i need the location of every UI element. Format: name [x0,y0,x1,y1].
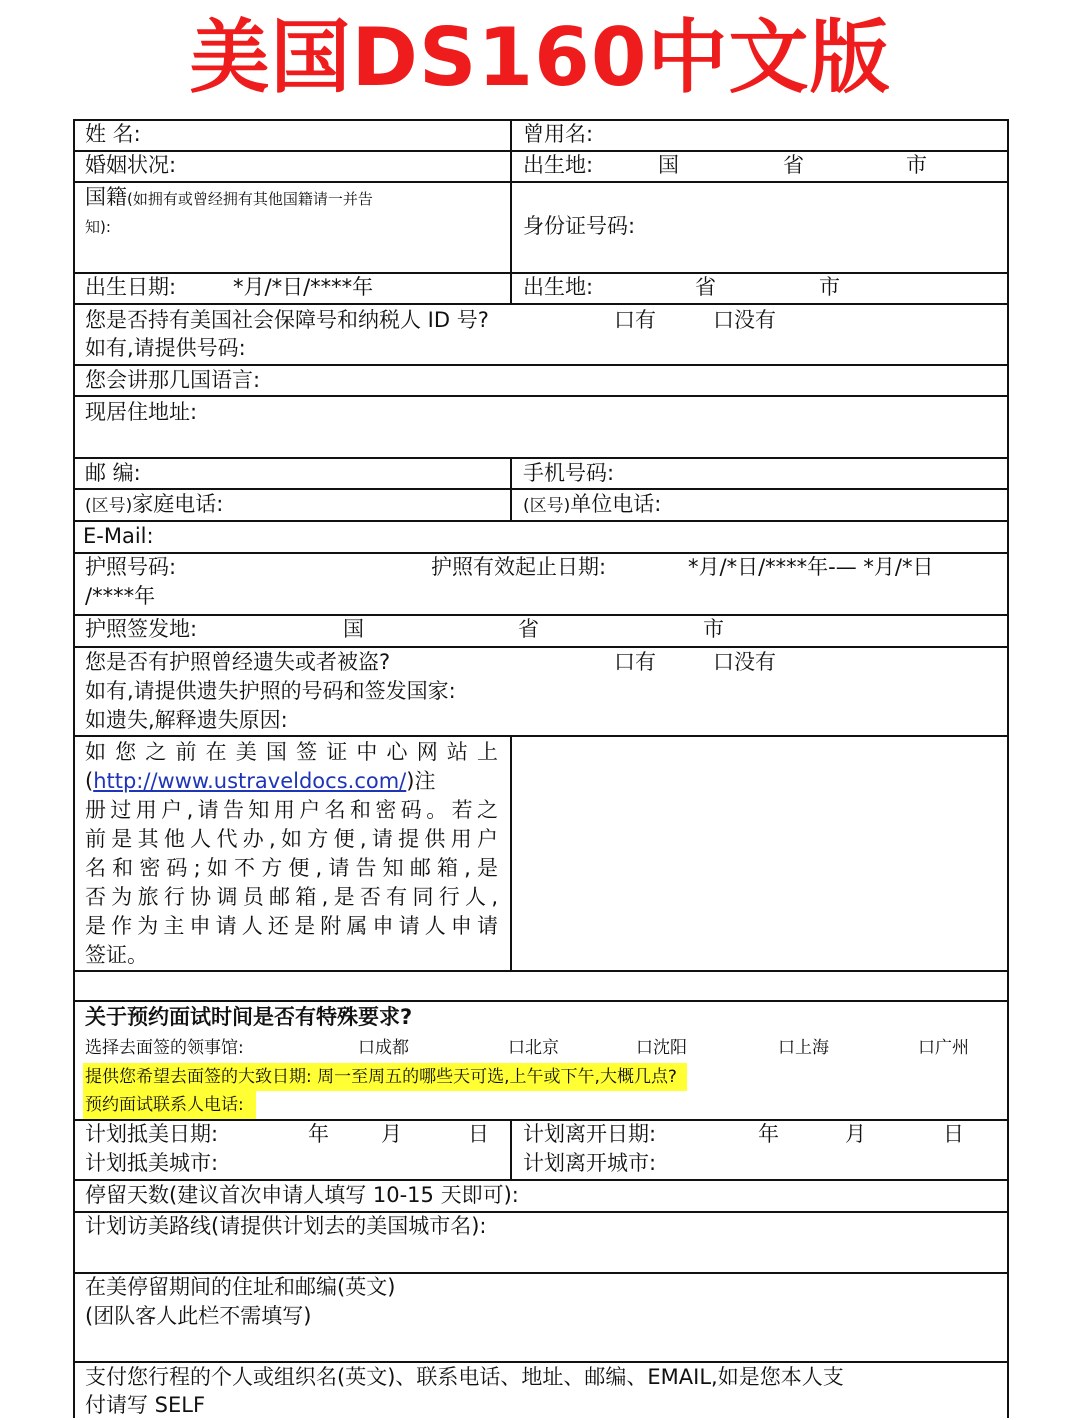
passport-valid-format2: /****年 [85,584,156,608]
address-label: 现居住地址: [85,400,198,424]
province2-label: 省 [695,275,716,299]
ds160-form [73,119,1009,1418]
payer-label-2: 付请写 SELF [85,1393,206,1417]
passport-valid-label: 护照有效起止日期: [431,555,607,579]
id-number-label: 身份证号码: [523,214,636,238]
depart-month: 月 [845,1122,866,1146]
website-paragraph: 如您之前在美国签证中心网站上 (http://www.ustraveldocs.com/)注 册过用户,请告知用户名和密码。若之 前是其他人代办,如方便,请提供用户 名和密码;如不方便,请告知邮箱,是 否为旅行协调员邮箱,是否有同行人, 是作为主申请人还是附属申请人申请 签证。 [85,740,498,967]
nationality-note: 知): [85,218,111,236]
contact-phone: 预约面试联系人电话: [83,1091,256,1119]
issue-country-label: 国 [343,617,364,641]
city-label: 市 [906,153,927,177]
issue-city-label: 市 [703,617,724,641]
consulate-shanghai-checkbox[interactable]: 口上海 [778,1038,829,1058]
stay-days-label: 停留天数(建议首次申请人填写 10-15 天即可): [85,1183,519,1207]
depart-day: 日 [943,1122,964,1146]
city2-label: 市 [819,275,840,299]
arrive-day: 日 [468,1122,489,1146]
consulate-shenyang-checkbox[interactable]: 口沈阳 [636,1038,687,1058]
passport-valid-format: *月/*日/****年-— *月/*日 [688,555,934,579]
lost-no-checkbox[interactable]: 口没有 [713,650,776,674]
consulate-chengdu-checkbox[interactable]: 口成都 [358,1038,409,1058]
arrive-date-label: 计划抵美日期: [85,1122,219,1146]
surname-label: 姓 名: [85,122,141,146]
nationality-label: 国籍(如拥有或曾经拥有其他国籍请一并告 [85,185,373,209]
group-note: (团队客人此栏不需填写) [85,1304,312,1328]
page-title: 美国DS160中文版 [189,11,891,104]
depart-date-label: 计划离开日期: [523,1122,657,1146]
depart-city-label: 计划离开城市: [523,1151,657,1175]
ssn-no-checkbox[interactable]: 口没有 [713,308,776,332]
interview-title: 关于预约面试时间是否有特殊要求? [85,1005,413,1029]
lost-yes-checkbox[interactable]: 口有 [614,650,656,674]
lost-provide: 如有,请提供遗失护照的号码和签发国家: [85,679,456,703]
dob-format: *月/*日/****年 [233,275,374,299]
arrive-month: 月 [381,1122,402,1146]
issue-province-label: 省 [518,617,539,641]
ssn-question: 您是否持有美国社会保障号和纳税人 ID 号? [85,308,489,332]
passport-no-label: 护照号码: [85,555,177,579]
arrive-year: 年 [308,1122,329,1146]
payer-label: 支付您行程的个人或组织名(英文)、联系电话、地址、邮编、EMAIL,如是您本人支 [85,1365,844,1389]
postcode-label: 邮 编: [85,461,141,485]
former-name-label: 曾用名: [523,122,594,146]
home-phone-label: (区号)家庭电话: [85,492,224,516]
ssn-provide: 如有,请提供号码: [85,336,246,360]
lost-reason: 如遗失,解释遗失原因: [85,708,288,732]
province-label: 省 [783,153,804,177]
consulate-guangzhou-checkbox[interactable]: 口广州 [918,1038,969,1058]
work-phone-label: (区号)单位电话: [523,492,662,516]
marital-label: 婚姻状况: [85,153,177,177]
consulate-beijing-checkbox[interactable]: 口北京 [508,1038,559,1058]
dob-label: 出生日期: [85,275,177,299]
us-address-label: 在美停留期间的住址和邮编(英文) [85,1275,396,1299]
birthplace2-label: 出生地: [523,275,594,299]
ustraveldocs-link[interactable]: http://www.ustraveldocs.com/ [93,769,407,793]
mobile-label: 手机号码: [523,461,615,485]
country-label: 国 [658,153,679,177]
depart-year: 年 [758,1122,779,1146]
date-preference: 提供您希望去面签的大致日期: 周一至周五的哪些天可选,上午或下午,大概几点? [83,1063,687,1091]
passport-issue-label: 护照签发地: [85,617,198,641]
languages-label: 您会讲那几国语言: [85,368,261,392]
consulate-label: 选择去面签的领事馆: [85,1038,244,1058]
birthplace-label: 出生地: [523,153,594,177]
ssn-yes-checkbox[interactable]: 口有 [614,308,656,332]
email-label: E-Mail: [83,524,154,548]
arrive-city-label: 计划抵美城市: [85,1151,219,1175]
route-label: 计划访美路线(请提供计划去的美国城市名): [85,1214,487,1238]
lost-question: 您是否有护照曾经遗失或者被盗? [85,650,391,674]
